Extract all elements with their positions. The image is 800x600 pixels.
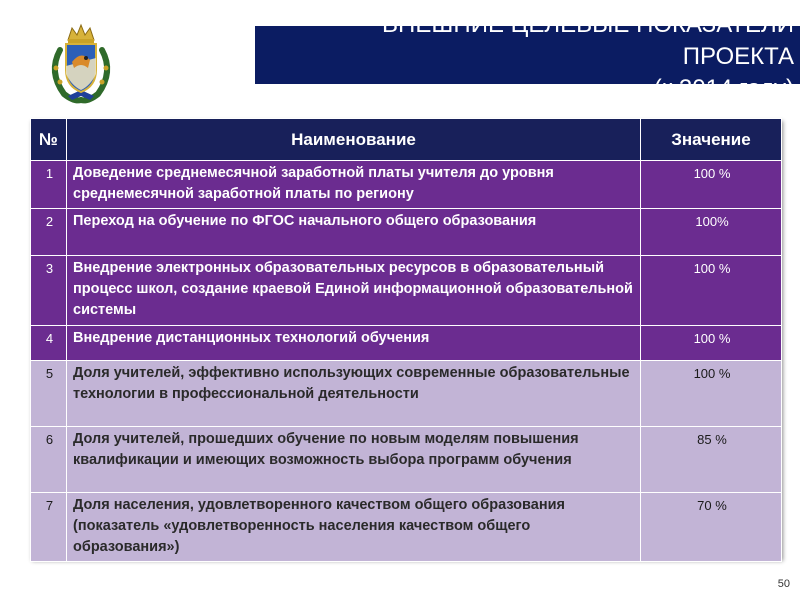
row-number: 5	[31, 361, 67, 427]
table-row	[31, 256, 782, 326]
table-row	[31, 326, 782, 361]
row-number: 4	[31, 326, 67, 361]
row-number: 7	[31, 493, 67, 562]
row-value: 100 %	[641, 161, 782, 209]
table-row	[31, 427, 782, 493]
row-value: 70 %	[641, 493, 782, 562]
row-name: Доля населения, удовлетворенного качеством общего образования (показатель «удовлетворенность населения качеством общего образования»)	[67, 493, 641, 562]
table-row	[31, 209, 782, 256]
title-line-3: (к 2014 году)	[653, 75, 794, 102]
page-number: 50	[777, 578, 790, 590]
row-name: Доля учителей, прошедших обучение по новым моделям повышения квалификации и имеющих возможность выбора программ обучения	[67, 427, 641, 493]
table-row	[31, 361, 782, 427]
row-value: 85 %	[641, 427, 782, 493]
title-banner	[255, 11, 800, 102]
row-value: 100 %	[641, 256, 782, 326]
indicators-table	[30, 118, 781, 558]
row-number: 1	[31, 161, 67, 209]
column-header-value: Значение	[641, 119, 782, 161]
row-name: Переход на обучение по ФГОС начального общего образования	[67, 209, 641, 256]
title-line-2: ПРОЕКТА	[682, 43, 794, 70]
row-name: Доля учителей, эффективно использующих современные образовательные технологии в профессиональной деятельности	[67, 361, 641, 427]
row-name: Внедрение электронных образовательных ресурсов в образовательный процесс школ, создание краевой Единой информационной образовательной системы	[67, 256, 641, 326]
column-header-name: Наименование	[67, 119, 641, 161]
row-value: 100 %	[641, 326, 782, 361]
coat-of-arms-icon	[46, 20, 116, 104]
table-header-row	[31, 119, 782, 161]
row-number: 3	[31, 256, 67, 326]
row-number: 6	[31, 427, 67, 493]
row-number: 2	[31, 209, 67, 256]
table-row	[31, 493, 782, 562]
row-name: Доведение среднемесячной заработной платы учителя до уровня среднемесячной заработной платы по региону	[67, 161, 641, 209]
row-value: 100 %	[641, 361, 782, 427]
row-value: 100%	[641, 209, 782, 256]
title-line-1: ВНЕШНИЕ ЦЕЛЕВЫЕ ПОКАЗАТЕЛИ	[382, 11, 794, 38]
table-row	[31, 161, 782, 209]
row-name: Внедрение дистанционных технологий обучения	[67, 326, 641, 361]
column-header-number: №	[31, 119, 67, 161]
